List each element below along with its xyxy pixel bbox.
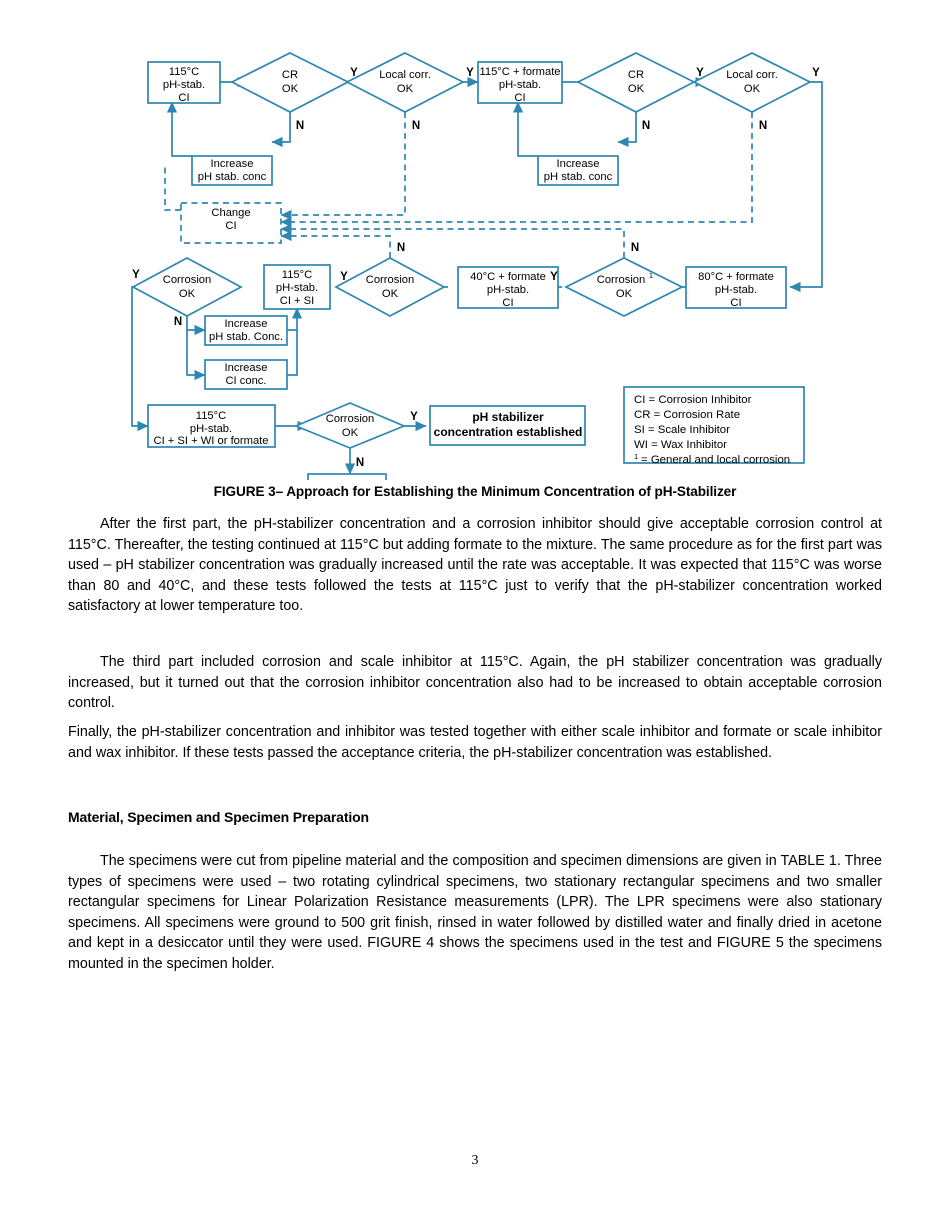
edge-label-n2: N	[411, 120, 421, 132]
edge-label-y7: Y	[132, 269, 140, 281]
label-proc_established-1: concentration established	[433, 425, 583, 439]
label-dec_corrosion_left-0: Corrosion	[162, 274, 212, 286]
label-dec_local_corr_1-0: Local corr.	[379, 69, 431, 81]
label-proc_increase_ci-0: Increase	[224, 362, 268, 374]
legend-line-2: SI = Scale Inhibitor	[634, 424, 730, 436]
edge-label-y2: Y	[466, 67, 474, 79]
label-proc_115_cl-0: 115°C	[168, 66, 200, 78]
label-proc_increase_1-0: Increase	[210, 158, 254, 170]
label-dec_cr_ok_2-0: CR	[627, 69, 645, 81]
label-dec_corrosion_sup-0: Corrosion	[596, 274, 646, 286]
label-proc_80_formate-2: CI	[730, 297, 742, 309]
paragraph-4: The specimens were cut from pipeline material and the composition and specimen dimensions are given in TABLE 1. Three types of specimens were used – two rotating cylindrical specimens, two stationary rectangular specimens and two smaller rectangular specimens for Linear Polarization Resistance measurements (LPR). The LPR specimens were also stationary specimens. All specimens were ground to 500 grit finish, rinsed in water followed by distilled water and finally dried in acetone and kept in a desiccator until they were used. FIGURE 4 shows the specimens used in the test and FIGURE 5 the specimens mounted in the specimen holder.	[68, 853, 882, 972]
edge-label-y5: Y	[550, 271, 558, 283]
label-dec_corrosion_mid-0: Corrosion	[365, 274, 415, 286]
node-proc_question	[308, 474, 386, 480]
label-dec_corrosion_mid-1: OK	[381, 288, 399, 300]
edge-label-y4: Y	[812, 67, 820, 79]
legend-line-0: CI = Corrosion Inhibitor	[634, 394, 752, 406]
edge-label-n4: N	[758, 120, 768, 132]
label-proc_change_ci-1: CI	[225, 220, 237, 232]
label-proc_80_formate-1: pH-stab.	[714, 284, 758, 296]
edge-label-n7: N	[173, 316, 183, 328]
label-dec_corrosion_sup-marker: 1	[648, 271, 654, 280]
page-number: 3	[471, 1153, 479, 1168]
node-dec_corrosion_mid	[336, 258, 444, 316]
legend-footnote-text: = General and local corrosion	[641, 454, 791, 466]
edge-label-n1: N	[295, 120, 305, 132]
label-proc_increase_ph-1: pH stab. Conc.	[209, 331, 283, 343]
label-proc_115_cl_si-0: 115°C	[281, 269, 313, 281]
legend-line-3: WI = Wax Inhibitor	[634, 439, 727, 451]
label-dec_local_corr_2-0: Local corr.	[726, 69, 778, 81]
label-proc_increase_ph-0: Increase	[224, 318, 268, 330]
label-proc_115_formate-2: CI	[514, 92, 526, 104]
label-proc_increase_2-1: pH stab. conc	[543, 171, 613, 183]
label-dec_cr_ok_1-0: CR	[281, 69, 299, 81]
label-dec_local_corr_2-1: OK	[743, 83, 761, 95]
figure-caption: FIGURE 3– Approach for Establishing the Minimum Concentration of pH-Stabilizer	[213, 484, 737, 499]
edge-label-y3: Y	[696, 67, 704, 79]
label-proc_increase_ci-1: CI conc.	[225, 375, 267, 387]
label-dec_corrosion_final-1: OK	[341, 427, 359, 439]
label-proc_115_formate-0: 115°C + formate	[479, 66, 561, 78]
label-proc_40_formate-0: 40°C + formate	[470, 271, 546, 283]
edge-label-n3: N	[641, 120, 651, 132]
label-dec_corrosion_left-1: OK	[178, 288, 196, 300]
edge-label-n5: N	[630, 242, 640, 254]
node-dec_corrosion_final	[296, 403, 404, 448]
label-proc_increase_2-0: Increase	[556, 158, 600, 170]
figure-3-flowchart	[0, 30, 950, 480]
label-dec_local_corr_1-1: OK	[396, 83, 414, 95]
label-proc_established-0: pH stabilizer	[472, 410, 544, 424]
label-proc_115_formate-1: pH-stab.	[498, 79, 542, 91]
label-proc_115_cl-2: CI	[178, 92, 190, 104]
section-heading: Material, Specimen and Specimen Preparation	[68, 809, 369, 825]
label-dec_cr_ok_1-1: OK	[281, 83, 299, 95]
label-dec_corrosion_sup-1: OK	[615, 288, 633, 300]
label-dec_cr_ok_2-1: OK	[627, 83, 645, 95]
label-proc_115_cl_si-1: pH-stab.	[275, 282, 319, 294]
label-proc_change_ci-0: Change	[211, 207, 251, 219]
edge-label-n6: N	[396, 242, 406, 254]
label-proc_115_all-0: 115°C	[195, 410, 227, 422]
label-proc_40_formate-1: pH-stab.	[486, 284, 530, 296]
label-proc_increase_1-1: pH stab. conc	[197, 171, 267, 183]
edge-label-n8: N	[355, 457, 365, 469]
legend-line-1: CR = Corrosion Rate	[634, 409, 741, 421]
paragraph-2: The third part included corrosion and scale inhibitor at 115°C. Again, the pH stabilizer concentration was gradually increased, but it turned out that the corrosion inhibitor concentration also had to be increased to obtain acceptable corrosion control.	[68, 654, 882, 712]
paragraph-3: Finally, the pH-stabilizer concentration and inhibitor was tested together with either scale inhibitor and formate or scale inhibitor and wax inhibitor. If these tests passed the acceptance criteria, the pH-stabilizer concentration was established.	[68, 724, 882, 761]
edge-label-y1: Y	[350, 67, 358, 79]
edge-label-y8: Y	[410, 411, 418, 423]
label-proc_115_cl-1: pH-stab.	[162, 79, 206, 91]
label-proc_115_all-2: CI + SI + WI or formate	[153, 435, 269, 447]
paragraph-1: After the first part, the pH-stabilizer concentration and a corrosion inhibitor should give acceptable corrosion control at 115°C. Thereafter, the testing continued at 115°C but adding formate to the mixture. The same procedure as for the first part was used – pH stabilizer concentration was gradually increased until the rate was acceptable. It was expected that 115°C was worse than 80 and 40°C, and these tests followed the tests at 115°C just to verify that the pH-stabilizer concentration worked satisfactory at lower temperature too.	[68, 516, 882, 615]
node-dec_corrosion_sup	[566, 258, 682, 316]
label-proc_115_all-1: pH-stab.	[189, 423, 233, 435]
node-dec_corrosion_left	[133, 258, 241, 316]
legend-footnote-marker: 1	[634, 452, 639, 461]
label-dec_corrosion_final-0: Corrosion	[325, 413, 375, 425]
label-proc_115_cl_si-2: CI + SI	[279, 295, 315, 307]
edge-label-y6: Y	[340, 271, 348, 283]
label-proc_80_formate-0: 80°C + formate	[698, 271, 774, 283]
label-proc_40_formate-2: CI	[502, 297, 514, 309]
